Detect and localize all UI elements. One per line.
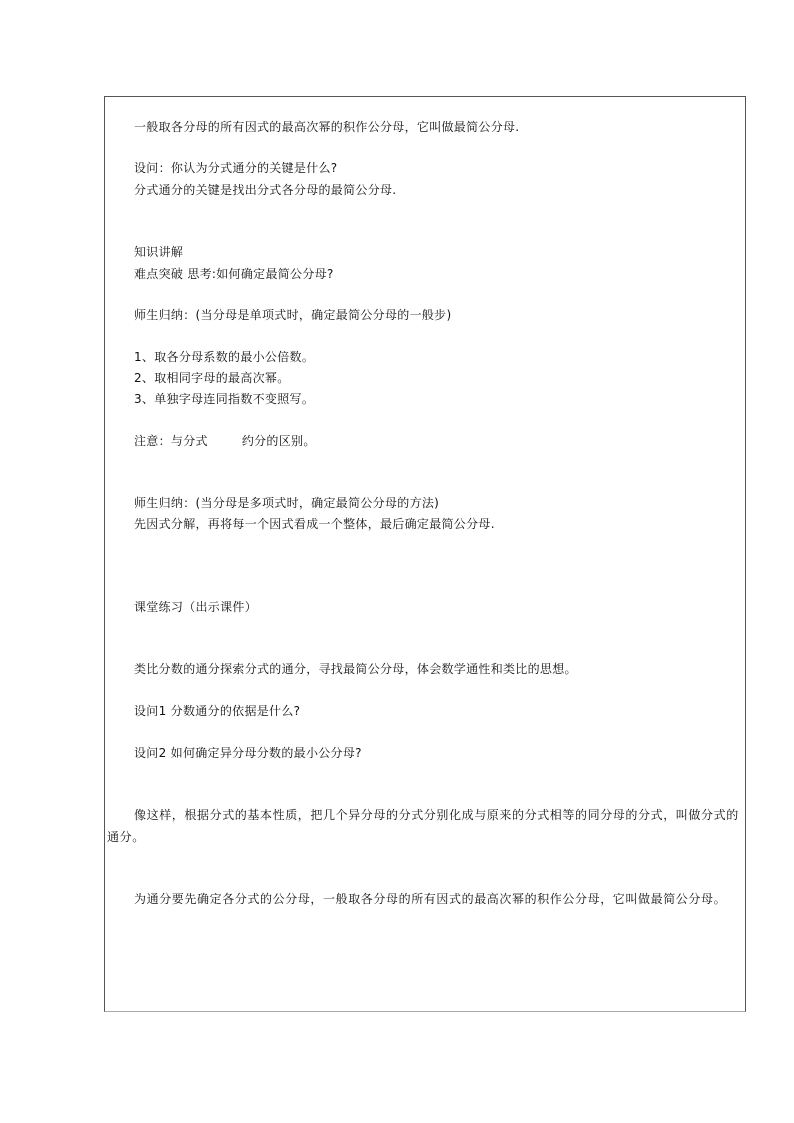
content-table-cell [104,96,746,1012]
note-label: 注意：与分式 [134,434,208,448]
text-line: 分式通分的关键是找出分式各分母的最简公分母. [134,183,397,197]
text-line: 师生归纳：(当分母是单项式时，确定最简公分母的一般步) [134,308,452,322]
list-item: 3、单独字母连同指数不变照写。 [134,392,315,406]
section-heading: 课堂练习（出示课件） [134,600,258,614]
list-item: 2、取相同字母的最高次幂。 [134,371,290,385]
text-line: 师生归纳：(当分母是多项式时，确定最简公分母的方法) [134,496,440,510]
text-line: 设问2 如何确定异分母分数的最小公分母? [134,746,362,760]
paragraph: 为通分要先确定各分式的公分母，一般取各分母的所有因式的最高次幂的积作公分母，它叫做最简公分母。 [134,892,727,906]
section-heading: 知识讲解 [134,245,184,259]
text-line: 一般取各分母的所有因式的最高次幂的积作公分母，它叫做最简公分母. [134,120,520,134]
text-line: 设问1 分数通分的依据是什么? [134,704,301,718]
text-line: 类比分数的通分探索分式的通分，寻找最简公分母，体会数学通性和类比的思想。 [134,662,577,676]
list-item: 1、取各分母系数的最小公倍数。 [134,350,315,364]
text-line: 先因式分解，再将每一个因式看成一个整体，最后确定最简公分母. [134,517,495,531]
note-line [134,433,316,449]
paragraph: 像这样，根据分式的基本性质，把几个异分母的分式分别化成与原来的分式相等的同分母的分式，叫做分式的通分。 [107,808,739,844]
text-line: 难点突破 思考:如何确定最简公分母? [134,267,334,281]
text-line: 设问：你认为分式通分的关键是什么? [134,161,338,175]
note-text: 约分的区别。 [241,434,316,448]
